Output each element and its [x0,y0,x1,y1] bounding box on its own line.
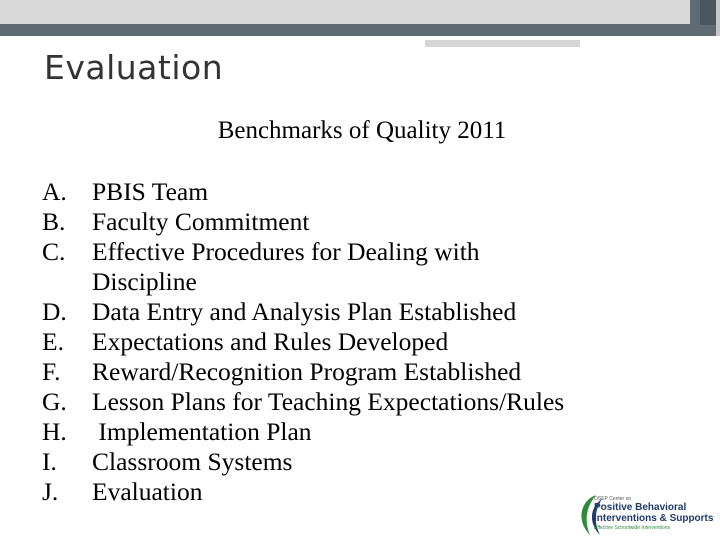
list-item-text: Effective Procedures for Dealing with Discipline [92,237,480,296]
header-divider [0,36,720,42]
header-dark-stripe [0,24,718,36]
list-item-text: Classroom Systems [92,447,293,476]
slide-subtitle: Benchmarks of Quality 2011 [217,117,507,144]
list-item-text: Expectations and Rules Developed [92,327,449,356]
list-item-text: Data Entry and Analysis Plan Established [92,297,517,326]
slide-title: Evaluation [44,48,224,87]
list-item-text: Implementation Plan [92,417,312,446]
list-item-text: Faculty Commitment [92,207,310,236]
list-item-text: Reward/Recognition Program Established [92,357,522,386]
list-item-letter: B. [42,207,66,236]
list-item-text: PBIS Team [92,177,209,206]
list-item-letter: D. [42,297,67,326]
logo-line-2: Positive Behavioral [594,502,687,513]
logo-line-1: OSEP Center on [594,496,632,502]
list-item-letter: F. [42,357,61,386]
pbis-logo-graphic [574,491,720,540]
list-item-text: Lesson Plans for Teaching Expectations/Rules [92,387,565,416]
list-item-letter: A. [42,177,67,206]
header-accent-line [425,40,580,47]
list-item-letter: J. [42,477,59,506]
logo-line-4: Effective Schoolwide Interventions [594,525,671,531]
list-item-letter: H. [42,417,67,446]
list-item-text: Evaluation [92,477,203,506]
logo-line-3: Interventions & Supports [594,513,714,524]
list-item-letter: E. [42,327,64,356]
list-item-letter: I. [42,447,57,476]
header-corner-edge [716,0,720,36]
list-item-letter: G. [42,387,67,416]
pbis-logo [574,491,720,540]
list-item-letter: C. [42,237,66,266]
